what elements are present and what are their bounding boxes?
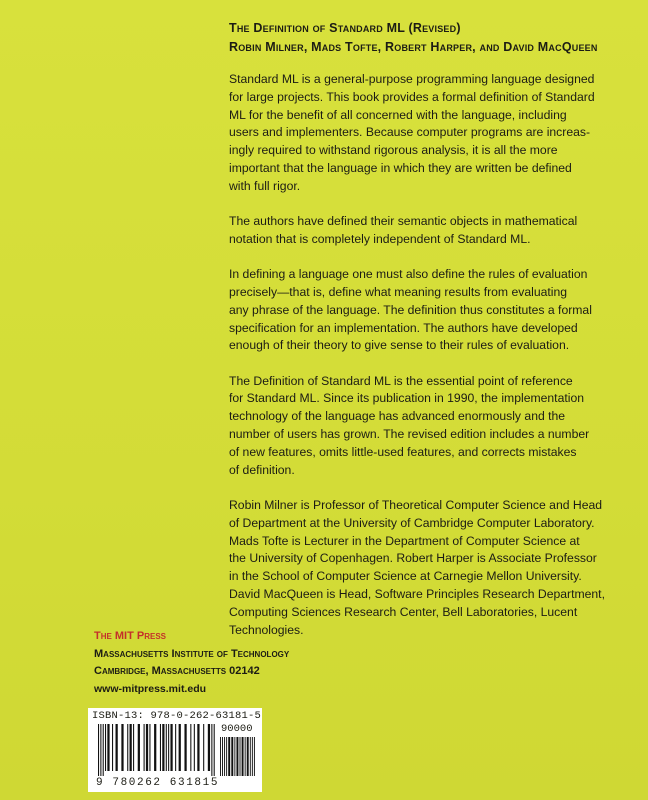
barcode-bar bbox=[228, 737, 230, 776]
barcode-bar bbox=[168, 724, 169, 771]
text-line: of Department at the University of Cambridge Computer Laboratory. bbox=[229, 515, 595, 530]
barcode-bar bbox=[220, 737, 221, 776]
barcode bbox=[88, 708, 262, 792]
blurb-paragraph-2 bbox=[229, 213, 629, 249]
text-line: precisely—that is, define what meaning results from evaluating bbox=[229, 284, 568, 299]
text-line: with full rigor. bbox=[229, 178, 301, 193]
blurb-paragraph-1 bbox=[229, 71, 629, 196]
text-line: Robin Milner is Professor of Theoretical Computer Science and Head bbox=[229, 497, 603, 512]
barcode-bar bbox=[211, 724, 212, 776]
book-authors: Robin Milner, Mads Tofte, Robert Harper, and David MacQueen bbox=[229, 40, 598, 54]
barcode-bar bbox=[103, 724, 104, 776]
addon-barcode-bars bbox=[220, 737, 256, 776]
text-line: ingly required to withstand rigorous analysis, it is all the more bbox=[229, 143, 558, 158]
barcode-bar bbox=[107, 724, 109, 771]
author-bios bbox=[229, 497, 629, 639]
barcode-bar bbox=[208, 724, 210, 771]
price-code-label: 90000 bbox=[221, 723, 253, 735]
barcode-bar bbox=[242, 737, 244, 776]
publisher-address: Cambridge, Massachusetts 02142 bbox=[94, 665, 260, 677]
ean-number: 9 780262 631815 bbox=[96, 777, 220, 789]
text-line: Computing Sciences Research Center, Bell Laboratories, Lucent bbox=[229, 604, 578, 619]
text-line: for large projects. This book provides a formal definition of Standard bbox=[229, 89, 595, 104]
barcode-bar bbox=[121, 724, 123, 771]
text-line: David MacQueen is Head, Software Principles Research Department, bbox=[229, 586, 605, 601]
barcode-bar bbox=[254, 737, 255, 776]
blurb-paragraph-3 bbox=[229, 266, 629, 355]
barcode-bar bbox=[116, 724, 118, 771]
barcode-bar bbox=[105, 724, 106, 771]
barcode-bar bbox=[245, 737, 246, 776]
barcode-bar bbox=[130, 724, 132, 771]
isbn-label: ISBN-13: 978-0-262-63181-5 bbox=[92, 710, 262, 722]
publisher-name: The MIT Press bbox=[94, 630, 167, 642]
barcode-bar bbox=[226, 737, 227, 776]
barcode-bar bbox=[179, 724, 181, 771]
publisher-info bbox=[94, 628, 394, 698]
text-line: The Definition of Standard ML is the essential point of reference bbox=[229, 373, 573, 388]
barcode-bar bbox=[162, 724, 164, 771]
text-line: of new features, omits little-used features, and corrects mistakes bbox=[229, 444, 577, 459]
publisher-institute: Massachusetts Institute of Technology bbox=[94, 647, 290, 660]
barcode-bar bbox=[127, 724, 128, 771]
text-line: of definition. bbox=[229, 462, 295, 477]
barcode-bar bbox=[247, 737, 249, 776]
text-line: In defining a language one must also define the rules of evaluation bbox=[229, 267, 588, 282]
barcode-bar bbox=[133, 724, 134, 771]
barcode-bar bbox=[170, 724, 172, 771]
barcode-bar bbox=[160, 724, 161, 771]
cover-header bbox=[229, 19, 629, 57]
text-line: the University of Copenhagen. Robert Harper is Associate Professor bbox=[229, 551, 597, 566]
barcode-bar bbox=[234, 737, 235, 776]
barcode-bar bbox=[252, 737, 253, 776]
text-line: users and implementers. Because computer programs are increas- bbox=[229, 125, 591, 140]
barcode-bar bbox=[236, 737, 238, 776]
barcode-bar bbox=[98, 724, 99, 776]
book-title: The Definition of Standard ML (Revised) bbox=[229, 21, 461, 35]
text-line: technology of the language has advanced enormously and the bbox=[229, 409, 566, 424]
publisher-url: www-mitpress.mit.edu bbox=[94, 682, 207, 695]
barcode-bar bbox=[203, 724, 204, 771]
text-line: in the School of Computer Science at Carnegie Mellon University. bbox=[229, 569, 582, 584]
barcode-bar bbox=[184, 724, 186, 771]
text-line: Standard ML is a general-purpose programming language designed bbox=[229, 72, 595, 86]
barcode-bar bbox=[214, 724, 215, 776]
text-line: number of users has grown. The revised edition includes a number bbox=[229, 427, 590, 442]
text-line: Mads Tofte is Lecturer in the Department of Computer Science at bbox=[229, 533, 580, 548]
barcode-bar bbox=[240, 737, 241, 776]
text-line: notation that is completely independent of Standard ML. bbox=[229, 231, 531, 246]
text-line: specification for an implementation. The authors have developed bbox=[229, 320, 578, 335]
barcode-bar bbox=[112, 724, 113, 771]
barcode-bar bbox=[224, 737, 225, 776]
barcode-bar bbox=[100, 724, 101, 776]
text-line: Technologies. bbox=[229, 622, 304, 637]
text-line: important that the language in which they are written be defined bbox=[229, 160, 572, 175]
barcode-bar bbox=[190, 724, 191, 771]
text-line: any phrase of the language. The definition thus constitutes a formal bbox=[229, 302, 592, 317]
blurb-paragraph-4 bbox=[229, 373, 629, 480]
barcode-bar bbox=[250, 737, 251, 776]
barcode-bar bbox=[146, 724, 148, 771]
barcode-bar bbox=[154, 724, 156, 771]
barcode-bar bbox=[149, 724, 150, 771]
barcode-bar bbox=[231, 737, 233, 776]
barcode-bar bbox=[222, 737, 223, 776]
text-line: The authors have defined their semantic objects in mathematical bbox=[229, 214, 578, 229]
barcode-bar bbox=[175, 724, 176, 771]
barcode-bar bbox=[166, 724, 167, 771]
barcode-bar bbox=[197, 724, 199, 771]
barcode-bar bbox=[138, 724, 140, 771]
text-line: for Standard ML. Since its publication in 1990, the implementation bbox=[229, 391, 584, 406]
barcode-bar bbox=[194, 724, 195, 771]
ean-barcode-bars bbox=[98, 724, 216, 776]
barcode-bar bbox=[144, 724, 145, 771]
blurb bbox=[229, 71, 629, 657]
text-line: ML for the benefit of all concerned with the language, including bbox=[229, 107, 567, 122]
text-line: enough of their theory to give sense to their rules of evaluation. bbox=[229, 338, 570, 353]
